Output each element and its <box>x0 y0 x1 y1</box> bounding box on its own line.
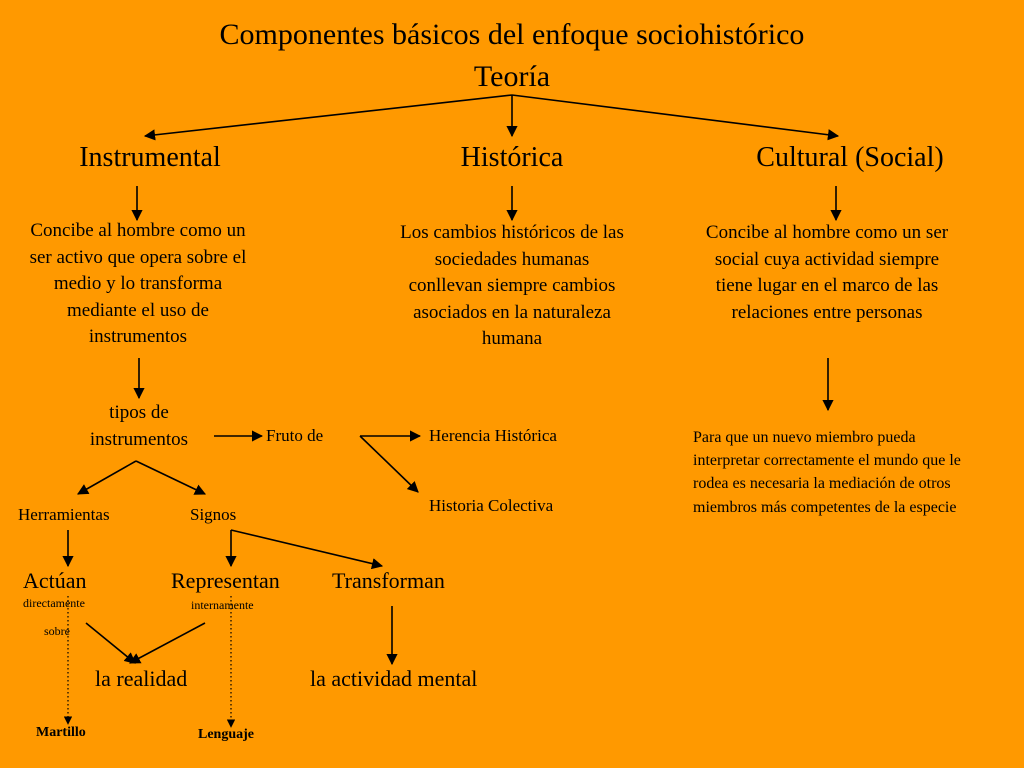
cultural-note: Para que un nuevo miembro pueda interpretar correctamente el mundo que le rodea es necesaria la mediación de otros miembros más competentes de la especie <box>693 429 961 516</box>
cultural-description: Concibe al hombre como un ser social cuya actividad siempre tiene lugar en el marco de las relaciones entre personas <box>705 222 949 323</box>
la-realidad-node: la realidad <box>95 666 188 691</box>
transforman-node: Transforman <box>332 568 445 593</box>
sobre-label: sobre <box>44 624 70 638</box>
arrow-tipos-signos <box>136 461 205 494</box>
instrumental-description: Concibe al hombre como un ser activo que opera sobre el medio y lo transforma mediante el uso de instrumentos <box>29 220 247 348</box>
arrow-teoria-instrumental <box>145 95 512 136</box>
actuan-node: Actúan <box>23 568 87 593</box>
heading-cultural: Cultural (Social) <box>756 142 944 173</box>
herramientas-node: Herramientas <box>18 505 110 524</box>
arrow-fruto-colectiva <box>360 436 418 492</box>
arrow-tipos-herramientas <box>78 461 136 494</box>
arrow-signos-transforman <box>231 530 382 566</box>
arrow-actuan-realidad <box>86 623 135 663</box>
herencia-historica-node: Herencia Histórica <box>429 426 557 445</box>
heading-historica: Histórica <box>460 142 564 173</box>
martillo-example: Martillo <box>36 725 86 740</box>
directamente-label: directamente <box>23 596 85 610</box>
lenguaje-example: Lenguaje <box>198 727 254 742</box>
slide-title: Componentes básicos del enfoque sociohistórico <box>219 18 805 51</box>
arrow-representan-realidad <box>130 623 205 663</box>
tipos-instrumentos: tipos de instrumentos <box>89 402 189 450</box>
slide-subtitle: Teoría <box>473 60 551 93</box>
actividad-mental-node: la actividad mental <box>310 666 478 691</box>
arrow-teoria-cultural <box>512 95 838 136</box>
signos-node: Signos <box>190 505 237 524</box>
internamente-label: internamente <box>191 598 254 612</box>
fruto-de-label: Fruto de <box>266 426 324 445</box>
heading-instrumental: Instrumental <box>79 142 221 173</box>
representan-node: Representan <box>171 568 280 593</box>
historica-description: Los cambios históricos de las sociedades humanas conllevan siempre cambios asociados en la naturaleza humana <box>400 222 624 350</box>
historia-colectiva-node: Historia Colectiva <box>429 496 554 515</box>
